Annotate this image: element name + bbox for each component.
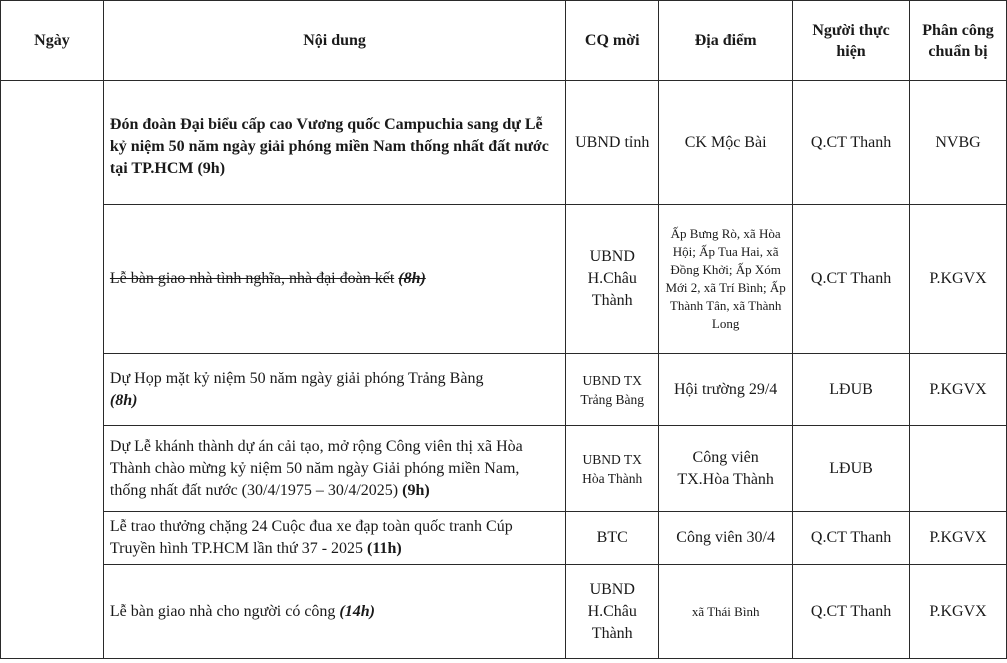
row-assignment: NVBG — [910, 81, 1007, 205]
row-time: (14h) — [339, 602, 375, 620]
row-assignment — [910, 426, 1007, 512]
table-row — [1, 565, 1007, 659]
row-performer: Q.CT Thanh — [793, 565, 910, 659]
row-content-text: Dự Họp mặt kỷ niệm 50 năm ngày giải phóng Trảng Bàng — [109, 369, 484, 387]
row-agency: UBND TX Trảng Bàng — [566, 354, 659, 426]
row-time: (8h) — [398, 270, 426, 287]
table-row — [1, 512, 1007, 565]
header-location: Địa điểm — [659, 1, 793, 81]
row-agency: UBND H.Châu Thành — [566, 205, 659, 354]
row-content — [103, 565, 565, 659]
row-time: (9h) — [402, 481, 430, 499]
row-agency: BTC — [566, 512, 659, 565]
row-agency: UBND tỉnh — [566, 81, 659, 205]
row-content — [103, 512, 565, 565]
row-assignment: P.KGVX — [910, 565, 1007, 659]
row-content — [103, 426, 565, 512]
row-location: CK Mộc Bài — [659, 81, 793, 205]
row-performer: LĐUB — [793, 426, 910, 512]
row-assignment: P.KGVX — [910, 512, 1007, 565]
row-agency: UBND H.Châu Thành — [566, 565, 659, 659]
row-assignment: P.KGVX — [910, 205, 1007, 354]
row-content-text: Lễ bàn giao nhà cho người có công — [109, 602, 336, 620]
row-content — [103, 205, 565, 354]
row-time: (11h) — [367, 540, 402, 557]
row-content-text: Lễ bàn giao nhà tình nghĩa, nhà đại đoàn kết — [109, 270, 395, 287]
row-agency: UBND TX Hòa Thành — [566, 426, 659, 512]
header-content: Nội dung — [103, 1, 565, 81]
row-content-text: Dự Lễ khánh thành dự án cải tạo, mở rộng Công viên thị xã Hòa Thành chào mừng kỷ niệm 50 năm ngày Giải phóng miền Nam, thống nhất đất nước (30/4/1975 – 30/4/2025) — [109, 437, 523, 499]
row-performer: Q.CT Thanh — [793, 81, 910, 205]
row-location: Ấp Bưng Rò, xã Hòa Hội; Ấp Tua Hai, xã Đồng Khởi; Ấp Xóm Mới 2, xã Trí Bình; Ấp Thành Tân, xã Thành Long — [659, 205, 793, 354]
row-time: (8h) — [109, 391, 138, 409]
table-row — [1, 354, 1007, 426]
table-row — [1, 205, 1007, 354]
row-performer: Q.CT Thanh — [793, 512, 910, 565]
header-day: Ngày — [1, 1, 104, 81]
table-row — [1, 426, 1007, 512]
table-row — [1, 81, 1007, 205]
header-performer: Người thực hiện — [793, 1, 910, 81]
row-location: Công viên 30/4 — [659, 512, 793, 565]
row-content — [103, 354, 565, 426]
row-location: Hội trường 29/4 — [659, 354, 793, 426]
row-content: Đón đoàn Đại biểu cấp cao Vương quốc Campuchia sang dự Lễ kỷ niệm 50 năm ngày giải phóng miền Nam thống nhất đất nước tại TP.HCM (9h) — [103, 81, 565, 205]
header-row — [1, 1, 1007, 81]
header-agency: CQ mời — [566, 1, 659, 81]
header-assignment: Phân công chuẩn bị — [910, 1, 1007, 81]
row-location: xã Thái Bình — [659, 565, 793, 659]
row-assignment: P.KGVX — [910, 354, 1007, 426]
row-content-text: Lễ trao thưởng chặng 24 Cuộc đua xe đạp toàn quốc tranh Cúp Truyền hình TP.HCM lần thứ 37 - 2025 — [109, 518, 513, 557]
day-cell — [1, 81, 104, 659]
row-performer: Q.CT Thanh — [793, 205, 910, 354]
row-location: Công viên TX.Hòa Thành — [659, 426, 793, 512]
row-performer: LĐUB — [793, 354, 910, 426]
